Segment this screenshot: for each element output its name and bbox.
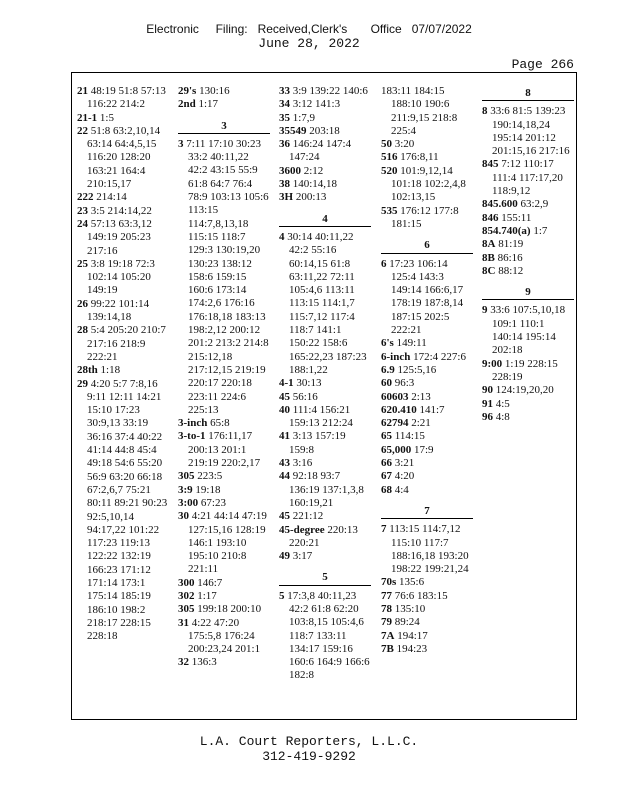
index-entry <box>77 218 169 258</box>
index-entry <box>279 112 371 125</box>
index-entry <box>381 205 473 232</box>
index-column-1 <box>77 85 169 643</box>
index-term: 62794 <box>381 417 409 430</box>
filing-stamp: Electronic Filing: Received,Clerk's Office 07/07/2022 <box>146 22 472 36</box>
section-header: 4 <box>279 211 371 227</box>
index-entry <box>381 364 473 377</box>
index-entry <box>77 125 169 191</box>
index-column-4 <box>381 85 473 656</box>
index-term: 35549 <box>279 124 307 137</box>
index-entry <box>279 125 371 138</box>
index-term: 91 <box>482 397 493 410</box>
index-entry <box>381 351 473 364</box>
index-term: 222 <box>77 191 94 204</box>
index-refs: 3:20 <box>394 138 415 151</box>
index-entry <box>279 590 371 683</box>
index-term: 9:00 <box>482 357 503 370</box>
index-refs: 176:12 177:8 181:15 <box>391 204 459 230</box>
index-term: 28th <box>77 364 98 377</box>
index-entry <box>178 656 270 669</box>
index-refs: 89:24 <box>394 616 420 629</box>
index-refs: 19:18 <box>195 483 221 496</box>
index-refs: 17:23 106:14 125:4 143:3 149:14 166:6,17 178:19 187:8,14 187:15 202:5 222:21 <box>389 257 464 337</box>
index-term: 3600 <box>279 164 301 177</box>
index-term: 45 <box>279 390 290 403</box>
reporter-footer <box>0 734 618 764</box>
index-refs: 2:13 <box>411 390 431 403</box>
section-header: 3 <box>178 118 270 134</box>
index-term: 28 <box>77 324 88 337</box>
index-refs: 130:16 <box>199 85 230 97</box>
index-term: 8 <box>482 105 488 118</box>
index-column-2 <box>178 85 270 670</box>
index-entry <box>381 643 473 656</box>
index-entry <box>381 377 473 390</box>
index-term: 8B <box>482 251 495 264</box>
index-term: 90 <box>482 384 493 397</box>
index-term: 3 <box>178 137 184 150</box>
index-refs: 57:13 63:3,12 149:19 205:23 217:16 <box>87 217 152 257</box>
index-term: 7 <box>381 523 387 536</box>
index-term: 60603 <box>381 390 409 403</box>
index-refs: 3:17 <box>292 550 313 563</box>
index-refs: 203:18 <box>309 124 340 137</box>
index-term: 2nd <box>178 98 196 111</box>
index-refs: 101:9,12,14 101:18 102:2,4,8 102:13,15 <box>391 164 466 204</box>
index-entry <box>77 324 169 364</box>
page-number: Page 266 <box>511 57 574 72</box>
index-refs: 7:11 17:10 30:23 33:2 40:11,22 42:2 43:15 55:9 61:8 64:7 76:4 78:9 103:13 105:6 113:15 114:7,8,13,18 115:15 118:7 129:3 130:19,20 130:23 138:12 158:6 159:15 160:6 173:14 174:2,6 176:16 176:18,18 183:13 198:2,12 200:12 201:2 213:2 214:8 215:12,18 217:12,15 219:19 220:17 220:18 223:11 224:6 225:13 <box>186 137 269 416</box>
index-term: 854.740(a) <box>482 224 531 237</box>
index-entry <box>178 417 270 430</box>
index-entry <box>178 430 270 470</box>
index-refs: 1:7,9 <box>292 111 316 124</box>
index-term: 7A <box>381 629 395 642</box>
index-term: 22 <box>77 124 88 137</box>
index-term: 3:9 <box>178 483 193 496</box>
index-refs: 3:16 <box>292 457 313 470</box>
section-header: 9 <box>482 284 574 300</box>
index-term: 21 <box>77 85 88 97</box>
index-refs: 114:15 <box>394 430 425 443</box>
index-entry <box>381 576 473 589</box>
index-term: 7B <box>381 642 394 655</box>
index-refs: 33:6 81:5 139:23 190:14,18,24 195:14 201:12 201:15,16 217:16 <box>490 105 570 158</box>
index-entry <box>178 510 270 576</box>
index-column-5 <box>482 85 574 424</box>
index-entry <box>482 411 574 424</box>
section-header: 6 <box>381 237 473 253</box>
index-entry <box>178 484 270 497</box>
index-entry <box>381 337 473 350</box>
index-term: 6's <box>381 337 394 350</box>
index-entry <box>77 298 169 325</box>
index-refs: 113:15 114:7,12 115:10 117:7 188:16,18 193:20 198:22 199:21,24 <box>389 523 469 576</box>
index-refs: 7:12 110:17 111:4 117:17,20 118:9,12 <box>492 158 563 198</box>
index-term: 50 <box>381 138 392 151</box>
index-entry <box>482 384 574 397</box>
index-refs: 136:3 <box>191 656 217 669</box>
index-entry <box>178 470 270 483</box>
index-refs: 48:19 51:8 57:13 116:22 214:2 <box>87 85 166 111</box>
index-refs: 65:8 <box>210 417 230 430</box>
index-entry <box>482 225 574 238</box>
index-term: 41 <box>279 430 290 443</box>
index-entry <box>381 457 473 470</box>
index-entry <box>279 377 371 390</box>
index-term: 38 <box>279 178 290 191</box>
index-refs: 176:8,11 <box>400 151 439 164</box>
index-term: 96 <box>482 410 493 423</box>
index-entry <box>482 105 574 158</box>
index-term: 846 <box>482 211 499 224</box>
index-refs: 1:7 <box>533 224 548 237</box>
index-entry <box>381 85 473 138</box>
index-entry <box>178 603 270 616</box>
index-term: 302 <box>178 589 195 602</box>
index-refs: 5:4 205:20 210:7 217:16 218:9 222:21 <box>87 324 166 363</box>
index-refs: 194:17 <box>397 629 428 642</box>
index-term: 305 <box>178 470 195 483</box>
index-term: 45 <box>279 510 290 523</box>
index-term: 40 <box>279 403 290 416</box>
index-entry <box>178 577 270 590</box>
index-refs: 1:17 <box>197 589 217 602</box>
index-term: 29's <box>178 85 197 97</box>
index-entry <box>482 158 574 198</box>
index-refs: 140:14,18 <box>292 178 338 191</box>
index-refs: 33:6 107:5,10,18 109:1 110:1 140:14 195:14 202:18 <box>490 304 566 357</box>
index-entry <box>77 364 169 377</box>
index-term: 520 <box>381 164 398 177</box>
index-term: 70s <box>381 576 397 589</box>
index-entry <box>482 238 574 251</box>
index-refs: 220:13 220:21 <box>289 523 358 549</box>
index-term: 25 <box>77 257 88 270</box>
index-term: 78 <box>381 602 392 615</box>
index-term: 535 <box>381 204 398 217</box>
index-entry <box>482 358 574 385</box>
index-entry <box>279 550 371 563</box>
index-term: 6-inch <box>381 350 411 363</box>
index-term: 6 <box>381 257 387 270</box>
index-entry <box>482 398 574 411</box>
index-entry <box>178 138 270 417</box>
index-refs: 172:4 227:6 <box>413 350 466 363</box>
index-refs: 146:24 147:4 147:24 <box>289 138 352 164</box>
index-refs: 81:19 <box>498 238 524 251</box>
index-entry <box>482 212 574 225</box>
index-entry <box>77 112 169 125</box>
index-entry <box>381 484 473 497</box>
index-term: 30 <box>178 510 189 523</box>
index-entry <box>482 265 574 278</box>
index-refs: 3:21 <box>394 457 415 470</box>
index-entry <box>279 178 371 191</box>
index-refs: 51:8 63:2,10,14 63:14 64:4,5,15 116:20 128:20 163:21 164:4 210:15,17 <box>87 124 161 191</box>
section-header: 5 <box>279 569 371 585</box>
index-refs: 99:22 101:14 139:14,18 <box>87 297 150 324</box>
index-refs: 125:5,16 <box>397 363 437 376</box>
index-refs: 4:20 5:7 7:8,16 9:11 12:11 14:21 15:10 17:23 30:9,13 33:19 36:16 37:4 40:22 41:14 44:8 45:4 49:18 54:6 55:20 56:9 63:20 66:18 67:2,6,7 75:21 80:11 89:21 90:23 92:5,10,14 94:17,22 101:22 117:23 119:13 122:22 132:19 166:23 171:12 171:14 173:1 175:14 185:19 186:10 198:2 218:17 228:15 228:18 <box>87 377 168 643</box>
index-refs: 30:14 40:11,22 42:2 55:16 60:14,15 61:8 63:11,22 72:11 105:4,6 113:11 113:15 114:1,7 115:7,12 117:4 118:7 141:1 150:22 158:6 165:22,23 187:23 188:1,22 <box>287 230 367 376</box>
index-term: 23 <box>77 204 88 217</box>
index-entry <box>381 590 473 603</box>
index-term: 305 <box>178 603 195 616</box>
index-refs: 86:16 <box>497 251 523 264</box>
index-term: 3:00 <box>178 496 199 509</box>
index-term: 6.9 <box>381 363 395 376</box>
index-entry <box>381 404 473 417</box>
index-term: 33 <box>279 85 290 97</box>
reporter-name: L.A. Court Reporters, L.L.C. <box>199 734 419 749</box>
index-term: 24 <box>77 217 88 230</box>
index-refs: 2:12 <box>303 164 324 177</box>
index-entry <box>178 617 270 657</box>
index-refs: 200:13 <box>295 191 327 204</box>
index-refs: 4:21 44:14 47:19 127:15,16 128:19 146:1 193:10 195:10 210:8 221:11 <box>188 510 267 576</box>
index-entry <box>381 523 473 576</box>
index-entry <box>381 616 473 629</box>
index-entry <box>77 205 169 218</box>
index-entry <box>279 524 371 551</box>
index-entry <box>381 417 473 430</box>
index-entry <box>279 457 371 470</box>
index-entry <box>279 404 371 431</box>
index-term: 65,000 <box>381 443 412 456</box>
index-refs: 88:12 <box>498 264 524 277</box>
index-term: 29 <box>77 377 88 390</box>
index-term: 21-1 <box>77 111 98 124</box>
index-entry <box>381 165 473 205</box>
section-header: 8 <box>482 85 574 101</box>
index-term: 300 <box>178 576 195 589</box>
index-refs: 3:5 214:14,22 <box>90 204 152 217</box>
index-entry <box>279 231 371 377</box>
index-refs: 17:3,8 40:11,23 42:2 61:8 62:20 103:8,15 105:4,6 118:7 133:11 134:17 159:16 160:6 164:9 166:6 182:8 <box>287 589 370 682</box>
index-refs: 155:11 <box>501 211 532 224</box>
index-refs: 4:4 <box>394 483 409 496</box>
index-refs: 3:9 139:22 140:6 <box>292 85 368 97</box>
index-refs: 3:8 19:18 72:3 102:14 105:20 149:19 <box>87 257 155 297</box>
index-entry <box>279 165 371 178</box>
index-refs: 199:18 200:10 <box>197 603 262 616</box>
index-term: 66 <box>381 457 392 470</box>
index-refs: 176:11,17 200:13 201:1 219:19 220:2,17 <box>188 430 261 470</box>
index-term: 43 <box>279 457 290 470</box>
index-refs: 141:7 <box>419 403 445 416</box>
index-term: 26 <box>77 297 88 310</box>
index-entry <box>77 378 169 644</box>
index-refs: 111:4 156:21 159:13 212:24 <box>289 403 353 430</box>
index-term: 4-1 <box>279 377 294 390</box>
index-entry <box>279 510 371 523</box>
index-term: 8C <box>482 264 496 277</box>
index-term: 3-to-1 <box>178 430 206 443</box>
index-refs: 1:18 <box>100 364 121 377</box>
index-entry <box>77 258 169 298</box>
index-refs: 194:23 <box>396 642 428 655</box>
index-term: 44 <box>279 470 290 483</box>
index-frame <box>71 72 577 720</box>
index-refs: 1:19 228:15 228:19 <box>492 357 558 383</box>
index-entry <box>381 138 473 151</box>
index-refs: 149:11 <box>396 337 427 350</box>
index-entry <box>279 138 371 165</box>
index-refs: 76:6 183:15 <box>394 589 448 602</box>
index-entry <box>279 391 371 404</box>
index-term: 77 <box>381 589 392 602</box>
index-refs: 124:19,20,20 <box>495 384 554 397</box>
index-entry <box>381 151 473 164</box>
reporter-phone: 312-419-9292 <box>262 749 356 764</box>
index-refs: 135:6 <box>399 576 425 589</box>
index-refs: 1:5 <box>99 111 114 124</box>
index-entry <box>178 497 270 510</box>
index-column-3 <box>279 85 371 683</box>
index-refs: 3:12 141:3 <box>292 98 341 111</box>
index-entry <box>178 98 270 111</box>
index-refs: 4:8 <box>495 410 510 423</box>
index-refs: 56:16 <box>292 390 318 403</box>
index-refs: 1:17 <box>198 98 219 111</box>
index-refs: 92:18 93:7 136:19 137:1,3,8 160:19,21 <box>289 470 364 509</box>
index-refs: 183:11 184:15 188:10 190:6 211:9,15 218:8 225:4 <box>381 85 458 137</box>
index-refs: 96:3 <box>394 377 415 390</box>
index-entry <box>482 198 574 211</box>
index-term: 65 <box>381 430 392 443</box>
index-term: 68 <box>381 483 392 496</box>
index-entry <box>178 590 270 603</box>
index-entry <box>279 430 371 457</box>
index-term: 4 <box>279 230 285 243</box>
index-term: 8A <box>482 238 496 251</box>
index-term: 845 <box>482 158 499 171</box>
index-refs: 146:7 <box>197 576 223 589</box>
index-term: 35 <box>279 111 290 124</box>
index-entry <box>77 85 169 112</box>
index-term: 5 <box>279 589 285 602</box>
index-term: 845.600 <box>482 198 518 211</box>
deposition-date: June 28, 2022 <box>258 36 360 51</box>
index-refs: 2:21 <box>411 417 431 430</box>
index-refs: 135:10 <box>394 602 426 615</box>
index-refs: 4:5 <box>495 397 510 410</box>
index-term: 49 <box>279 550 290 563</box>
index-entry <box>279 191 371 204</box>
index-refs: 4:20 <box>394 470 415 483</box>
index-refs: 30:13 <box>296 377 322 390</box>
index-term: 3H <box>279 191 294 204</box>
index-entry <box>381 391 473 404</box>
index-refs: 67:23 <box>200 496 226 509</box>
index-entry <box>279 470 371 510</box>
index-entry <box>381 444 473 457</box>
index-refs: 17:9 <box>414 443 434 456</box>
index-entry <box>381 258 473 338</box>
index-refs: 3:13 157:19 159:8 <box>289 430 346 456</box>
index-entry <box>178 85 270 98</box>
index-term: 34 <box>279 98 290 111</box>
index-term: 67 <box>381 470 392 483</box>
index-entry <box>482 304 574 357</box>
index-entry <box>381 430 473 443</box>
index-entry <box>381 603 473 616</box>
index-refs: 63:2,9 <box>520 198 549 211</box>
section-header: 7 <box>381 503 473 519</box>
index-term: 9 <box>482 304 488 317</box>
index-entry <box>279 85 371 98</box>
index-term: 31 <box>178 616 189 629</box>
index-refs: 4:22 47:20 175:5,8 176:24 200:23,24 201:1 <box>188 616 261 656</box>
index-term: 36 <box>279 138 290 151</box>
index-term: 45-degree <box>279 523 325 536</box>
index-entry <box>279 98 371 111</box>
index-term: 79 <box>381 616 392 629</box>
index-term: 620.410 <box>381 403 417 416</box>
index-entry <box>381 470 473 483</box>
index-refs: 223:5 <box>197 470 223 483</box>
index-refs: 221:12 <box>292 510 324 523</box>
index-term: 3-inch <box>178 417 208 430</box>
index-entry <box>77 191 169 204</box>
index-term: 516 <box>381 151 398 164</box>
index-entry <box>381 630 473 643</box>
index-refs: 214:14 <box>96 191 127 204</box>
index-entry <box>482 252 574 265</box>
index-term: 60 <box>381 377 392 390</box>
index-term: 32 <box>178 656 189 669</box>
